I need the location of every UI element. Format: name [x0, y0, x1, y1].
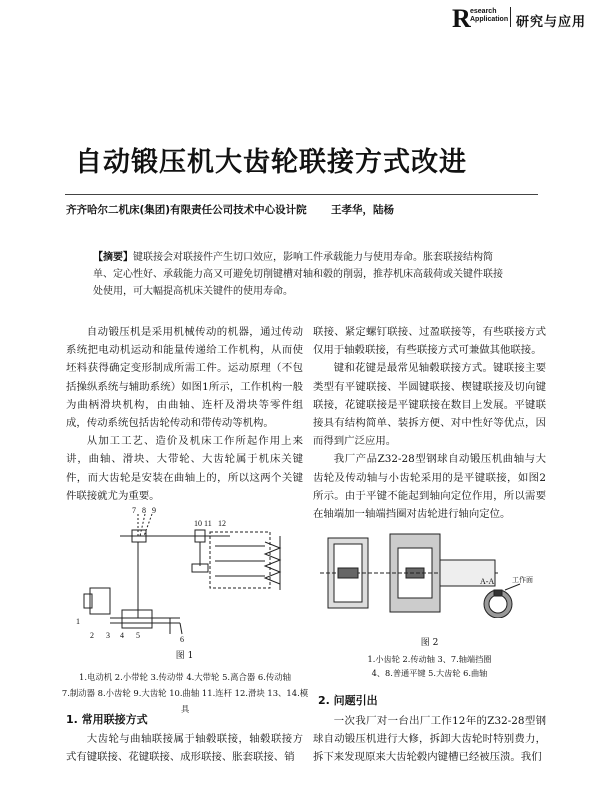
header-divider: [510, 7, 511, 27]
fig1-label-6: 6: [180, 635, 184, 644]
figure-1-legend-line-2: 7.制动器 8.小齿轮 9.大齿轮 10.曲轴 11.连杆 12.滑块 13、14.模具: [61, 688, 309, 714]
left-paragraph-1: 自动锻压机是采用机械传动的机器，通过传动系统把电动机运动和能量传递给工作机构，从而使坯料获得确定变形制成所需工件。运动原理（不包括操纵系统与辅助系统）如图1所示，工作机构一般为曲柄滑块机构，由曲轴、连杆及滑块等零件组成，传动系统包括齿轮传动和带传动等机构。: [66, 326, 303, 430]
figure-1-diagram: [70, 506, 300, 644]
section-label: 研究与应用: [516, 15, 587, 30]
fig2-section-label: A-A: [480, 577, 495, 586]
title-rule: [65, 194, 538, 195]
fig1-label-9: 9: [152, 506, 156, 515]
figure-1-caption: 图 1: [175, 651, 194, 661]
fig1-label-10: 10: [194, 519, 202, 528]
right-column: [313, 323, 546, 523]
fig1-label-4: 4: [120, 631, 124, 640]
fig1-label-3: 3: [106, 631, 110, 640]
fig2-workpiece-label: 工作面: [512, 576, 533, 584]
fig1-label-5: 5: [136, 631, 140, 640]
abstract-tag: 【摘要】: [93, 252, 133, 263]
logo-subtext-2: Application: [470, 16, 509, 23]
fig1-label-1: 1: [76, 617, 80, 626]
journal-logo: [452, 4, 592, 34]
fig1-label-2: 2: [90, 631, 94, 640]
section-1-paragraph: 大齿轮与曲轴联接属于轴毂联接，轴毂联接方式有键联接、花键联接、成形联接、胀套联接、销: [66, 733, 303, 764]
figure-2-caption: 图 2: [420, 638, 439, 648]
section-1-body: [66, 730, 303, 766]
figure-2-legend: [313, 652, 546, 680]
fig1-label-8: 8: [142, 506, 146, 515]
section-2-body: [313, 712, 546, 767]
figure-1-legend: [60, 669, 310, 717]
abstract-text: 键联接会对联接件产生切口效应，影响工件承载能力与使用寿命。胀套联接结构简单、定心性好、承载能力高又可避免切削键槽对轴和毂的削弱，推荐机床高载荷或关键件联接处使用，可大幅提高机床关键件的使用寿命。: [93, 252, 503, 297]
figure-1-legend-line-1: 1.电动机 2.小带轮 3.传动带 4.大带轮 5.离合器 6.传动轴: [78, 672, 291, 682]
authors: 王孝华，陆杨: [331, 204, 394, 216]
abstract: [93, 249, 508, 300]
section-1-heading: 1. 常用联接方式: [66, 713, 148, 726]
figure-2-legend-line-2: 4、8.普通平键 5.大齿轮 6.曲轴: [371, 668, 488, 678]
logo-letter: R: [452, 4, 471, 33]
left-paragraph-2: 从加工工艺、造价及机床工作所起作用上来讲，曲轴、滑块、大带轮、大齿轮属于机床关键件，而大齿轮是安装在曲轴上的，所以这两个关键件联接就尤为重要。: [66, 435, 303, 502]
fig1-label-12: 12: [218, 519, 226, 528]
fig1-label-7: 7: [132, 506, 136, 515]
section-2-heading: 2. 问题引出: [318, 694, 378, 707]
logo-subtext: [470, 8, 508, 24]
fig1-label-11: 11: [204, 519, 212, 528]
section-2-paragraph: 一次我厂对一台出厂工作12年的Z32-28型钢球自动锻压机进行大修，拆卸大齿轮时特别费力，拆下来发现原来大齿轮毂内键槽已经被压溃。我们: [313, 715, 546, 764]
right-paragraph-1: 联接、紧定螺钉联接、过盈联接等，有些联接方式仅用于轴毂联接，有些联接方式可兼做其他联接。: [313, 326, 546, 357]
right-paragraph-3: 我厂产品Z32-28型钢球自动锻压机曲轴与大齿轮及传动轴与小齿轮采用的是平键联接，如图2所示。由于平键不能起到轴向定位作用，所以需要在轴端加一轴端挡圈对齿轮进行轴向定位。: [313, 453, 546, 521]
logo-subtext-1: esearch: [470, 8, 497, 15]
figure-2-diagram: [320, 528, 545, 618]
affiliation: 齐齐哈尔二机床(集团)有限责任公司技术中心设计院: [66, 204, 307, 216]
figure-2-legend-line-1: 1.小齿轮 2.传动轴 3、7.轴端挡圈: [367, 654, 492, 664]
article-title: 自动锻压机大齿轮联接方式改进: [75, 147, 467, 178]
right-paragraph-2: 键和花键是最常见轴毂联接方式。键联接主要类型有平键联接、半圆键联接、楔键联接及切向键联接，花键联接是平键联接在数目上发展。平键联接具有结构简单、装拆方便、对中性好等优点，因而得到广泛应用。: [313, 362, 546, 448]
left-column: [66, 323, 303, 505]
